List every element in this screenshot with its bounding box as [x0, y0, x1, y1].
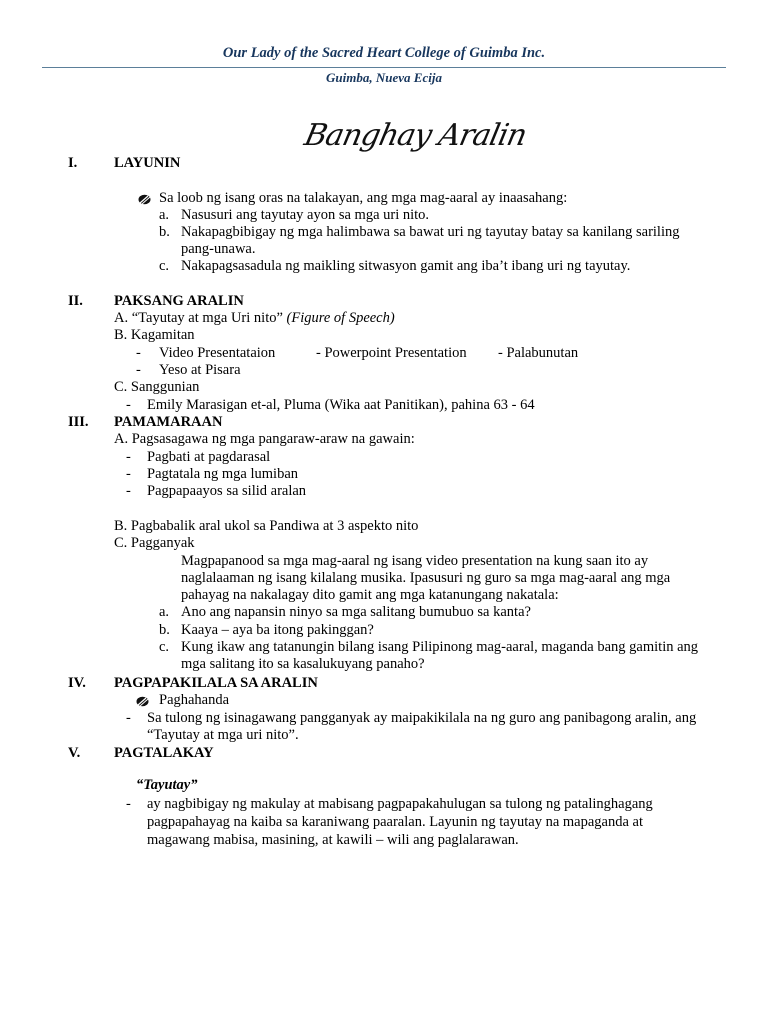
section-3-number: III.: [68, 414, 89, 430]
daily-routine-label: A. Pagsasagawa ng mga pangaraw-araw na gawain:: [114, 431, 415, 447]
objective-b-marker: b.: [159, 224, 170, 240]
diamond-bullet-icon: [138, 194, 151, 205]
objective-a: Nasusuri ang tayutay ayon sa mga uri nito.: [181, 207, 430, 223]
objectives-intro: Sa loob ng isang oras na talakayan, ang mga mag-aaral ay inaasahang:: [159, 190, 568, 206]
section-1-number: I.: [68, 155, 78, 171]
objective-b-line-2: pang-unawa.: [181, 241, 256, 257]
routine-room: Pagpapaayos sa silid aralan: [147, 483, 307, 499]
objective-c-marker: c.: [159, 258, 170, 274]
diamond-bullet-icon: [136, 696, 149, 707]
objective-c: Nakapagsasadula ng maikling sitwasyon gamit ang iba’t ibang uri ng tayutay.: [181, 258, 631, 274]
dash-marker: -: [136, 362, 141, 378]
dash-marker: -: [126, 449, 131, 465]
review-label: B. Pagbabalik aral ukol sa Pandiwa at 3 aspekto nito: [114, 518, 419, 534]
definition-line-1: ay nagbibigay ng makulay at mabisang pagpapakahulugan sa tulong ng patalinghagang: [147, 796, 653, 812]
question-a-marker: a.: [159, 604, 170, 620]
introduction-line-2: “Tayutay at mga uri nito”.: [147, 727, 299, 743]
section-3-heading: PAMAMARAAN: [114, 414, 223, 430]
motivation-line-2: naglalaaman ng isang kilalang musika. Ipasusuri ng guro sa mga mag-aaral ang mga: [181, 570, 671, 586]
routine-prayer: Pagbati at pagdarasal: [147, 449, 271, 465]
material-powerpoint: - Powerpoint Presentation: [316, 345, 467, 361]
section-5-heading: PAGTALAKAY: [114, 745, 214, 761]
objective-b-line-1: Nakapagbibigay ng mga halimbawa sa bawat uri ng tayutay batay sa kanilang sariling: [181, 224, 680, 240]
question-c-line-2: mga salitang ito sa kasalukuyang panaho?: [181, 656, 425, 672]
section-4-number: IV.: [68, 675, 86, 691]
question-b-marker: b.: [159, 622, 170, 638]
reference-label: C. Sanggunian: [114, 379, 200, 395]
document-title: Banghay Aralin: [301, 118, 530, 153]
definition-line-2: pagpapahayag na kaiba sa karaniwang paaralan. Layunin ng tayutay na mapaganda at: [147, 814, 644, 830]
section-4-heading: PAGPAPAKILALA SA ARALIN: [114, 675, 318, 691]
introduction-line-1: Sa tulong ng isinagawang pangganyak ay maipakikilala na ng guro ang panibagong aralin, ang: [147, 710, 697, 726]
dash-marker: -: [126, 466, 131, 482]
objective-a-marker: a.: [159, 207, 170, 223]
definition-line-3: magawang mabisa, masining, at kawili – wili ang paglalarawan.: [147, 832, 519, 848]
material-palabunutan: - Palabunutan: [498, 345, 579, 361]
topic-title: [114, 310, 395, 327]
reference-text: Emily Marasigan et-al, Pluma (Wika aat Panitikan), pahina 63 - 64: [147, 397, 535, 413]
motivation-label: C. Pagganyak: [114, 535, 195, 551]
material-video: Video Presentataion: [159, 345, 276, 361]
routine-attendance: Pagtatala ng mga lumiban: [147, 466, 299, 482]
section-2-number: II.: [68, 293, 83, 309]
dash-marker: -: [126, 397, 131, 413]
header-divider: [42, 67, 726, 68]
motivation-line-1: Magpapanood sa mga mag-aaral ng isang video presentation na kung saan ito ay: [181, 553, 649, 569]
section-1-heading: LAYUNIN: [114, 155, 181, 171]
question-a: Ano ang napansin ninyo sa mga salitang bumubuo sa kanta?: [181, 604, 531, 620]
materials-label: B. Kagamitan: [114, 327, 195, 343]
question-c-marker: c.: [159, 639, 170, 655]
material-chalk: Yeso at Pisara: [159, 362, 241, 378]
dash-marker: -: [126, 483, 131, 499]
preparation-label: Paghahanda: [159, 692, 230, 708]
motivation-line-3: pahayag na nakalagay dito gamit ang mga katanungang nakatala:: [181, 587, 559, 603]
question-b: Kaaya – aya ba itong pakinggan?: [181, 622, 374, 638]
section-2-heading: PAKSANG ARALIN: [114, 293, 244, 309]
section-5-number: V.: [68, 745, 81, 761]
topic-title-text: A. “Tayutay at mga Uri nito”: [114, 310, 283, 326]
dash-marker: -: [126, 710, 131, 726]
dash-marker: -: [136, 345, 141, 361]
school-name: Our Lady of the Sacred Heart College of Guimba Inc.: [222, 45, 546, 61]
topic-title-english: (Figure of Speech): [286, 310, 395, 326]
school-location: Guimba, Nueva Ecija: [326, 70, 442, 85]
dash-marker: -: [126, 796, 131, 812]
term-title: “Tayutay”: [136, 777, 198, 793]
question-c-line-1: Kung ikaw ang tatanungin bilang isang Pilipinong mag-aaral, maganda bang gamitin ang: [181, 639, 699, 655]
